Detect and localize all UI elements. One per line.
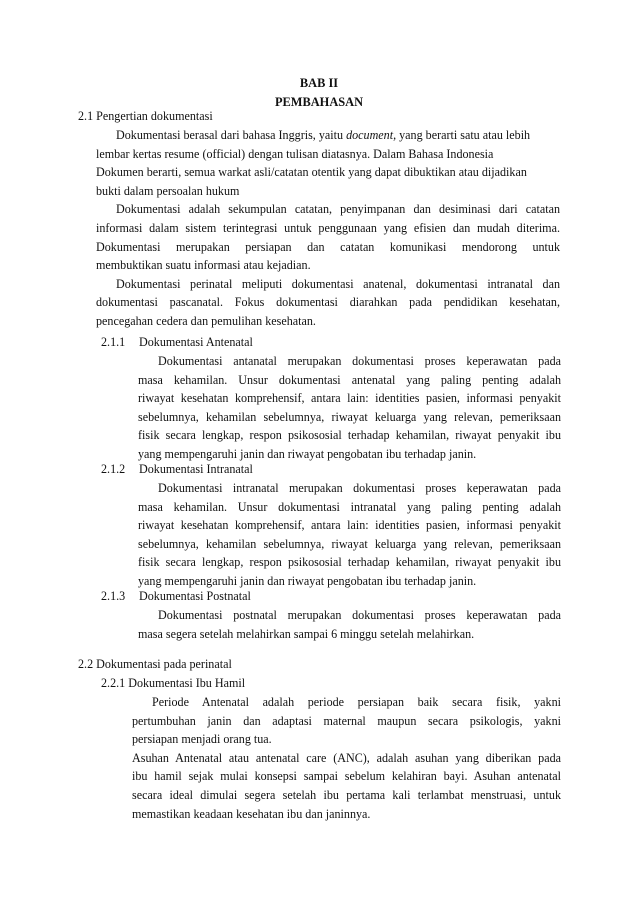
paragraph-line: lembar kertas resume (official) dengan tulisan diatasnya. Dalam Bahasa Indonesia	[96, 146, 494, 161]
section-2-1-heading: 2.1 Pengertian dokumentasi	[78, 109, 213, 123]
subsection-number: 2.1.1	[101, 335, 126, 349]
section-2-1-1-body	[138, 352, 561, 464]
section-2-1-2	[101, 460, 561, 479]
section-2-1-3-body	[138, 606, 561, 643]
chapter-title: PEMBAHASAN	[274, 95, 364, 109]
text-run: Dokumentasi berasal dari bahasa Inggris, yaitu	[116, 128, 347, 142]
paragraph-line: pencegahan cedera dan pemulihan kesehatan.	[96, 313, 316, 328]
paragraph-line: Dokumentasi postnatal merupakan dokumentasi proses keperawatan pada	[158, 608, 561, 622]
section-2-1-1	[101, 333, 561, 352]
paragraph-line: pertumbuhan janin dan adaptasi maternal maupun secara psikologis, yakni	[132, 713, 561, 728]
paragraph-line: sebelumnya, kehamilan sebelumnya, riwayat keluarga yang relevan, pemeriksaan	[138, 536, 561, 551]
section-2-2	[78, 655, 568, 674]
paragraph-line: Dokumentasi adalah sekumpulan catatan, penyimpanan dan desiminasi dari catatan	[116, 202, 560, 217]
paragraph-line: persiapan menjadi orang tua.	[132, 732, 272, 747]
paragraph-line: dokumentasi pascanatal. Fokus dokumentasi diarahkan pada pendidikan kesehatan,	[96, 295, 560, 310]
paragraph-line: ibu hamil sejak mulai konsepsi sampai sebelum kelahiran bayi. Asuhan antenatal	[132, 769, 561, 784]
paragraph-line: fisik secara lengkap, respon psikososial terhadap kehamilan, riwayat penyakit ibu	[138, 555, 561, 570]
paragraph-line: riwayat kesehatan komprehensif, antara lain: identities pasien, informasi penyakit	[138, 518, 561, 533]
subsection-heading	[101, 333, 561, 352]
section-2-1-2-body	[138, 479, 561, 591]
subsection-heading: 2.2.1 Dokumentasi Ibu Hamil	[101, 676, 246, 690]
subsection-title: Dokumentasi Postnatal	[139, 589, 251, 603]
paragraph-line: membuktikan suatu informasi atau kejadian.	[96, 258, 311, 273]
paragraph-line: masa segera setelah melahirkan sampai 6 minggu setelah melahirkan.	[138, 626, 475, 641]
paragraph-line: secara ideal dimulai segera setelah ibu pertama kali terlambat menstruasi, untuk	[132, 787, 561, 802]
text-run: yang berarti satu atau lebih	[396, 128, 531, 142]
section-2-1	[78, 107, 568, 126]
subsection-number: 2.1.2	[101, 462, 126, 476]
paragraph-line: Dokumentasi merupakan persiapan dan catatan komunikasi mendorong untuk	[96, 239, 560, 254]
paragraph-line	[96, 126, 560, 145]
section-2-1-3	[101, 587, 561, 606]
paragraph-line: Dokumentasi antanatal merupakan dokumentasi proses keperawatan pada	[158, 354, 561, 368]
paragraph-line: masa kehamilan. Unsur dokumentasi intranatal yang paling penting adalah	[138, 499, 561, 514]
paragraph-line: bukti dalam persoalan hukum	[96, 183, 240, 198]
paragraph-line: sebelumnya, kehamilan sebelumnya, riwayat keluarga yang relevan, pemeriksaan	[138, 409, 561, 424]
subsection-number: 2.1.3	[101, 589, 126, 603]
paragraph-line: fisik secara lengkap, respon psikososial terhadap kehamilan, riwayat penyakit ibu	[138, 428, 561, 443]
paragraph-line: yang mempengaruhi janin dan riwayat pengobatan ibu terhadap janin.	[138, 573, 477, 588]
section-2-2-1	[101, 674, 561, 693]
paragraph-line: riwayat kesehatan komprehensif, antara lain: identities pasien, informasi penyakit	[138, 391, 561, 406]
section-2-2-heading: 2.2 Dokumentasi pada perinatal	[78, 657, 232, 671]
paragraph-line: masa kehamilan. Unsur dokumentasi antenatal yang paling penting adalah	[138, 372, 561, 387]
subsection-title: Dokumentasi Antenatal	[139, 335, 253, 349]
paragraph-line: Periode Antenatal adalah periode persiapan baik secara fisik, yakni	[152, 695, 561, 709]
section-2-1-body	[96, 126, 560, 331]
subsection-heading	[101, 460, 561, 479]
paragraph-line: Dokumentasi intranatal merupakan dokumentasi proses keperawatan pada	[158, 481, 561, 495]
paragraph-line: Asuhan Antenatal atau antenatal care (ANC), adalah asuhan yang diberikan pada	[132, 750, 561, 765]
paragraph-line: memastikan keadaan kesehatan ibu dan janinnya.	[132, 806, 371, 821]
section-2-2-1-body	[132, 693, 561, 823]
italic-term: document,	[346, 128, 397, 142]
paragraph-line: Dokumentasi perinatal meliputi dokumentasi anatenal, dokumentasi intranatal dan	[116, 276, 560, 291]
paragraph-line: yang mempengaruhi janin dan riwayat pengobatan ibu terhadap janin.	[138, 446, 477, 461]
paragraph-line: informasi dalam sistem terintegrasi untuk penggunaan yang efisien dan mudah diterima.	[96, 220, 560, 235]
paragraph-line: Dokumen berarti, semua warkat asli/catatan otentik yang dapat dibuktikan atau dijadikan	[96, 165, 527, 180]
subsection-heading	[101, 587, 561, 606]
subsection-title: Dokumentasi Intranatal	[139, 462, 253, 476]
chapter-label: BAB II	[299, 76, 339, 90]
